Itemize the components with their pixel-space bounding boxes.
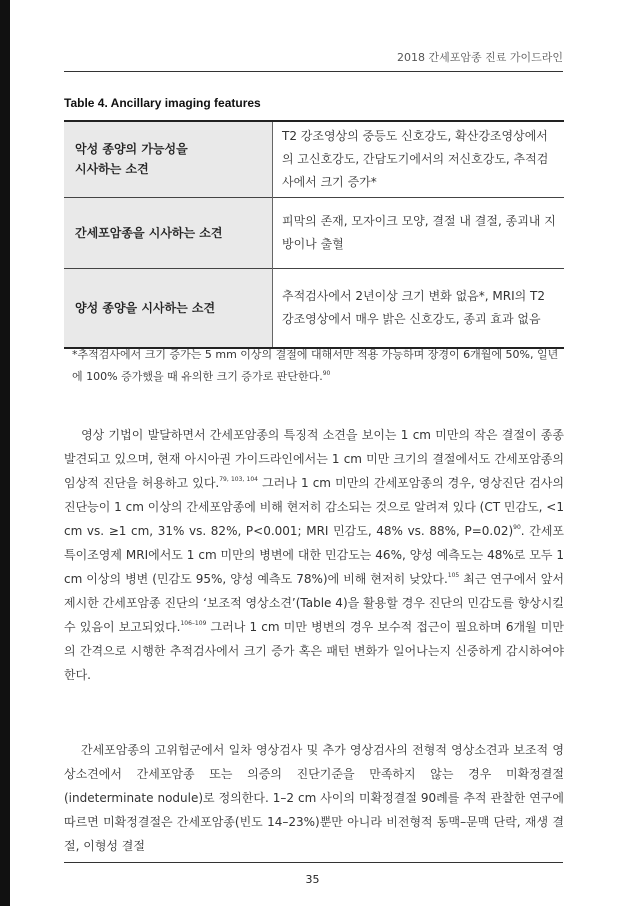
paragraph-text: 최근 연구에서 앞서 제시한 간세포암종 진단의 ‘보조적 영상소견’(Table 4)을 활용할 경우 진단의 민감도를 향상시킬 수 있음이 보고되었다. [64,572,564,634]
footer-rule [64,862,563,863]
page-number: 35 [305,873,320,886]
row-description: 추적검사에서 2년이상 크기 변화 없음*, MRI의 T2 강조영상에서 매우 밝은 신호강도, 종괴 효과 없음 [282,288,546,326]
paragraph-text: 간세포암종의 고위험군에서 일차 영상검사 및 추가 영상검사의 전형적 영상소견과 보조적 영상소견에서 간세포암종 또는 의증의 진단기준을 만족하지 않는 경우 미확정결절(indeterminate nodule)로 정의한다. 1–2 cm 사이의 미확정결절 90례를 추적 관찰한 연구에 따르면 미확정결절은 간세포암종(빈도 14–23%)뿐만 아니라 비전형적 동맥–문맥 단락, 재생 결절, 이형성 결절 [64,743,564,853]
body-paragraph-1 [64,423,564,687]
page-edge-bar [0,0,10,906]
body-paragraph-2 [64,738,564,858]
footnote-text: *추적검사에서 크기 증가는 5 mm 이상의 결절에 대해서만 적용 가능하며 장경이 6개월에 50%, 일년에 100% 증가했을 때 유의한 크기 증가로 판단한다. [72,348,559,383]
running-header: 2018 간세포암종 진료 가이드라인 [397,51,563,64]
table-row [64,197,564,268]
row-label: 악성 종양의 가능성을 시사하는 소견 [64,121,273,197]
table-row [64,268,564,348]
row-label: 간세포암종을 시사하는 소견 [64,197,273,268]
paragraph-text: 그러나 1 cm 미만 병변의 경우 보수적 접근이 필요하며 6개월 미만의 간격으로 시행한 추적검사에서 크기 증가 혹은 패턴 변화가 일어나는지 신중하게 감시하여야 한다. [64,620,564,682]
paragraph-text: . 간세포특이조영제 MRI에서도 1 cm 미만의 병변에 대한 민감도는 46%, 양성 예측도는 48%로 모두 1 cm 이상의 병변 (민감도 95%, 양성 예측도 78%)에 비해 현저히 낮았다. [64,524,565,586]
citation: 106–109 [180,620,207,627]
table-caption: Table 4. Ancillary imaging features [64,96,261,110]
table-footnote [72,344,564,388]
ancillary-features-table [64,120,564,349]
citation: 105 [447,572,460,579]
row-label: 양성 종양을 시사하는 소견 [64,268,273,348]
citation: 79, 103, 104 [219,476,258,483]
paragraph-text: 영상 기법이 발달하면서 간세포암종의 특징적 소견을 보이는 1 cm 미만의 작은 결절이 종종 발견되고 있으며, 현재 아시아권 가이드라인에서는 1 cm 미만 크기의 결절에서도 간세포암종의 임상적 진단을 허용하고 있다. [64,428,564,490]
paragraph-text: 그러나 1 cm 미만의 간세포암종의 경우, 영상진단 검사의 진단능이 1 cm 이상의 간세포암종에 비해 현저히 감소되는 것으로 알려져 있다 (CT 민감도, <1 cm vs. ≥1 cm, 31% vs. 82%, P<0.001; MRI 민감도, 48% vs. 88%, P=0.02) [64,476,564,538]
footnote-reference: 90 [322,370,331,377]
row-description: T2 강조영상의 중등도 신호강도, 확산강조영상에서의 고신호강도, 간담도기에서의 저신호강도, 추적검사에서 크기 증가* [282,128,549,189]
table-row [64,121,564,197]
header-rule [64,71,563,72]
row-description: 피막의 존재, 모자이크 모양, 결절 내 결절, 종괴내 지방이나 출혈 [282,213,556,251]
citation: 90 [513,524,521,531]
